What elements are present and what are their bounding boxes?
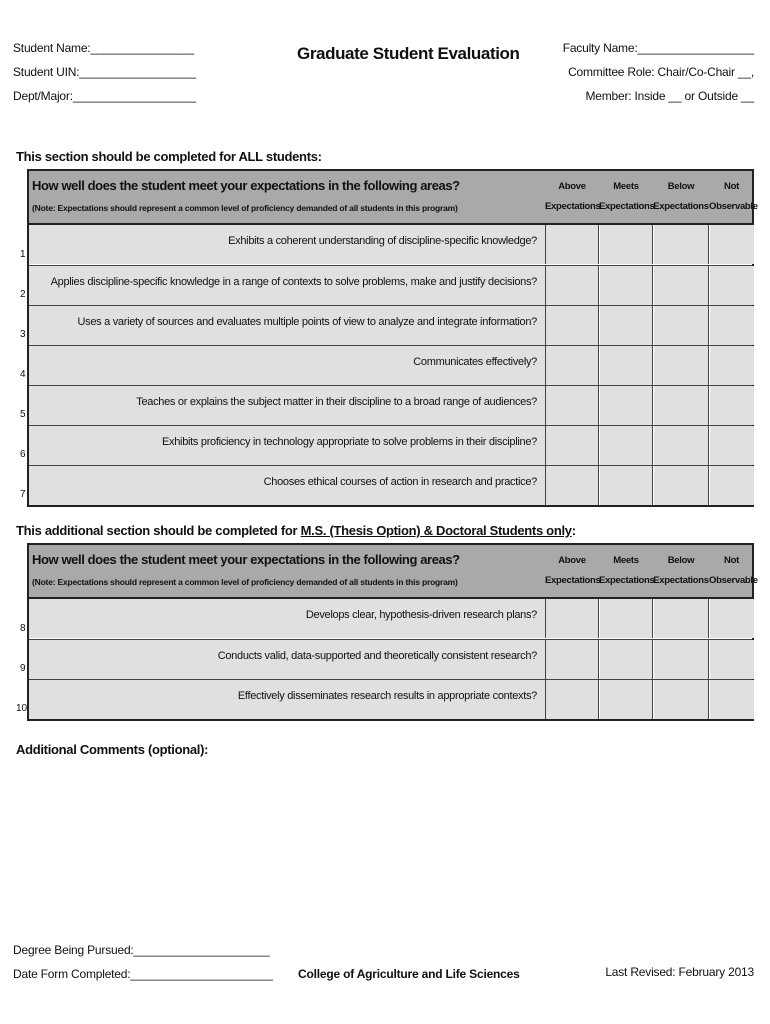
student-uin-field[interactable]: Student UIN:__________________ xyxy=(13,65,196,79)
degree-being-pursued-field[interactable]: Degree Being Pursued:_____________________ xyxy=(13,943,270,957)
rating-cell-meets-expectations[interactable] xyxy=(600,640,653,679)
rating-cell-meets-expectations[interactable] xyxy=(600,599,653,638)
col-meets-expectations: Meets Expectations xyxy=(599,181,655,212)
section1-question: How well does the student meet your expectations in the following areas? xyxy=(32,178,460,193)
row-number: 1 xyxy=(20,249,26,260)
table-row xyxy=(29,639,752,679)
item-text-cell xyxy=(29,346,546,385)
additional-comments-area[interactable] xyxy=(16,765,754,930)
table-row xyxy=(29,345,752,385)
section2-table xyxy=(27,543,758,721)
rating-cell-below-expectations[interactable] xyxy=(654,346,709,385)
dept-major-field[interactable]: Dept/Major:___________________ xyxy=(13,89,196,103)
last-revised: Last Revised: February 2013 xyxy=(605,965,754,979)
table-row xyxy=(29,225,752,265)
item-text: Communicates effectively? xyxy=(413,356,537,368)
row-number: 8 xyxy=(20,623,26,634)
table-row xyxy=(29,465,752,505)
item-text: Conducts valid, data-supported and theoretically consistent research? xyxy=(217,650,537,662)
col-not-observable: Not Observable xyxy=(709,555,758,586)
college-name: College of Agriculture and Life Sciences xyxy=(298,967,520,981)
rating-cell-not-observable[interactable] xyxy=(710,426,754,465)
rating-cell-meets-expectations[interactable] xyxy=(600,306,653,345)
rating-cell-above-expectations[interactable] xyxy=(546,426,599,465)
rating-cell-below-expectations[interactable] xyxy=(654,680,709,719)
col-above-expectations: Above Expectations xyxy=(545,555,601,586)
col-not-observable: Not Observable xyxy=(709,181,758,212)
rating-cell-below-expectations[interactable] xyxy=(654,426,709,465)
rating-cell-not-observable[interactable] xyxy=(710,680,754,719)
row-number: 5 xyxy=(20,409,26,420)
col-meets-expectations: Meets Expectations xyxy=(599,555,655,586)
table-row xyxy=(29,599,752,639)
col-above-expectations: Above Expectations xyxy=(545,181,601,212)
section1-note: (Note: Expectations should represent a common level of proficiency demanded of all students in this program) xyxy=(32,203,458,213)
rating-cell-above-expectations[interactable] xyxy=(546,306,599,345)
item-text-cell xyxy=(29,680,546,719)
item-text: Teaches or explains the subject matter in their discipline to a broad range of audiences? xyxy=(136,396,537,408)
rating-cell-below-expectations[interactable] xyxy=(654,599,709,638)
item-text: Effectively disseminates research results in appropriate contexts? xyxy=(237,690,537,702)
rating-cell-not-observable[interactable] xyxy=(710,640,754,679)
item-text-cell xyxy=(29,266,546,305)
table-row xyxy=(29,385,752,425)
item-text-cell xyxy=(29,306,546,345)
rating-cell-below-expectations[interactable] xyxy=(654,306,709,345)
table-row xyxy=(29,679,752,719)
section1-table xyxy=(27,169,758,507)
item-text: Exhibits proficiency in technology appropriate to solve problems in their discipline? xyxy=(162,436,537,448)
item-text: Uses a variety of sources and evaluates multiple points of view to analyze and integrate information? xyxy=(77,316,537,328)
row-number: 4 xyxy=(20,369,26,380)
row-number: 2 xyxy=(20,289,26,300)
rating-cell-above-expectations[interactable] xyxy=(546,466,599,505)
rating-cell-above-expectations[interactable] xyxy=(546,599,599,638)
item-text-cell xyxy=(29,640,546,679)
item-text-cell xyxy=(29,225,546,264)
item-text: Exhibits a coherent understanding of discipline-specific knowledge? xyxy=(228,235,537,247)
rating-cell-above-expectations[interactable] xyxy=(546,346,599,385)
rating-cell-below-expectations[interactable] xyxy=(654,386,709,425)
rating-cell-not-observable[interactable] xyxy=(710,346,754,385)
rating-cell-meets-expectations[interactable] xyxy=(600,426,653,465)
rating-cell-below-expectations[interactable] xyxy=(654,466,709,505)
student-name-field[interactable]: Student Name:________________ xyxy=(13,41,195,55)
rating-cell-meets-expectations[interactable] xyxy=(600,680,653,719)
section2-title: This additional section should be completed for M.S. (Thesis Option) & Doctoral Students only: xyxy=(16,523,576,538)
row-number: 9 xyxy=(20,663,26,674)
item-text: Chooses ethical courses of action in research and practice? xyxy=(263,476,537,488)
rating-cell-above-expectations[interactable] xyxy=(546,225,599,264)
item-text-cell xyxy=(29,599,546,638)
rating-cell-meets-expectations[interactable] xyxy=(600,266,653,305)
rating-cell-above-expectations[interactable] xyxy=(546,680,599,719)
rating-cell-not-observable[interactable] xyxy=(710,306,754,345)
rating-cell-not-observable[interactable] xyxy=(710,466,754,505)
page-title: Graduate Student Evaluation xyxy=(297,44,520,63)
col-below-expectations: Below Expectations xyxy=(653,555,709,586)
date-form-completed-field[interactable]: Date Form Completed:______________________ xyxy=(13,967,273,981)
committee-role-field[interactable]: Committee Role: Chair/Co-Chair __, xyxy=(568,65,754,79)
rating-cell-below-expectations[interactable] xyxy=(654,266,709,305)
item-text: Applies discipline-specific knowledge in a range of contexts to solve problems, make and justify decisions? xyxy=(50,276,537,288)
rating-cell-meets-expectations[interactable] xyxy=(600,466,653,505)
rating-cell-below-expectations[interactable] xyxy=(654,225,709,264)
rating-cell-above-expectations[interactable] xyxy=(546,640,599,679)
rating-cell-not-observable[interactable] xyxy=(710,225,754,264)
table-row xyxy=(29,265,752,305)
col-below-expectations: Below Expectations xyxy=(653,181,709,212)
rating-cell-not-observable[interactable] xyxy=(710,386,754,425)
rating-cell-meets-expectations[interactable] xyxy=(600,346,653,385)
row-number: 6 xyxy=(20,449,26,460)
rating-cell-above-expectations[interactable] xyxy=(546,386,599,425)
item-text-cell xyxy=(29,466,546,505)
rating-cell-meets-expectations[interactable] xyxy=(600,386,653,425)
item-text-cell xyxy=(29,386,546,425)
section2-question: How well does the student meet your expectations in the following areas? xyxy=(32,552,460,567)
section2-note: (Note: Expectations should represent a common level of proficiency demanded of all students in this program) xyxy=(32,577,458,587)
row-number: 7 xyxy=(20,489,26,500)
rating-cell-meets-expectations[interactable] xyxy=(600,225,653,264)
item-text: Develops clear, hypothesis-driven research plans? xyxy=(305,609,537,621)
section2-table-header xyxy=(29,545,758,599)
rating-cell-not-observable[interactable] xyxy=(710,266,754,305)
rating-cell-below-expectations[interactable] xyxy=(654,640,709,679)
section1-table-header xyxy=(29,171,758,225)
table-row xyxy=(29,425,752,465)
row-number: 10 xyxy=(16,703,28,714)
section1-title: This section should be completed for ALL students: xyxy=(16,149,322,164)
additional-comments-label: Additional Comments (optional): xyxy=(16,742,209,757)
faculty-name-field[interactable]: Faculty Name:__________________ xyxy=(562,41,754,55)
table-row xyxy=(29,305,752,345)
rating-cell-above-expectations[interactable] xyxy=(546,266,599,305)
row-number: 3 xyxy=(20,329,26,340)
member-field[interactable]: Member: Inside __ or Outside __ xyxy=(585,89,754,103)
rating-cell-not-observable[interactable] xyxy=(710,599,754,638)
item-text-cell xyxy=(29,426,546,465)
